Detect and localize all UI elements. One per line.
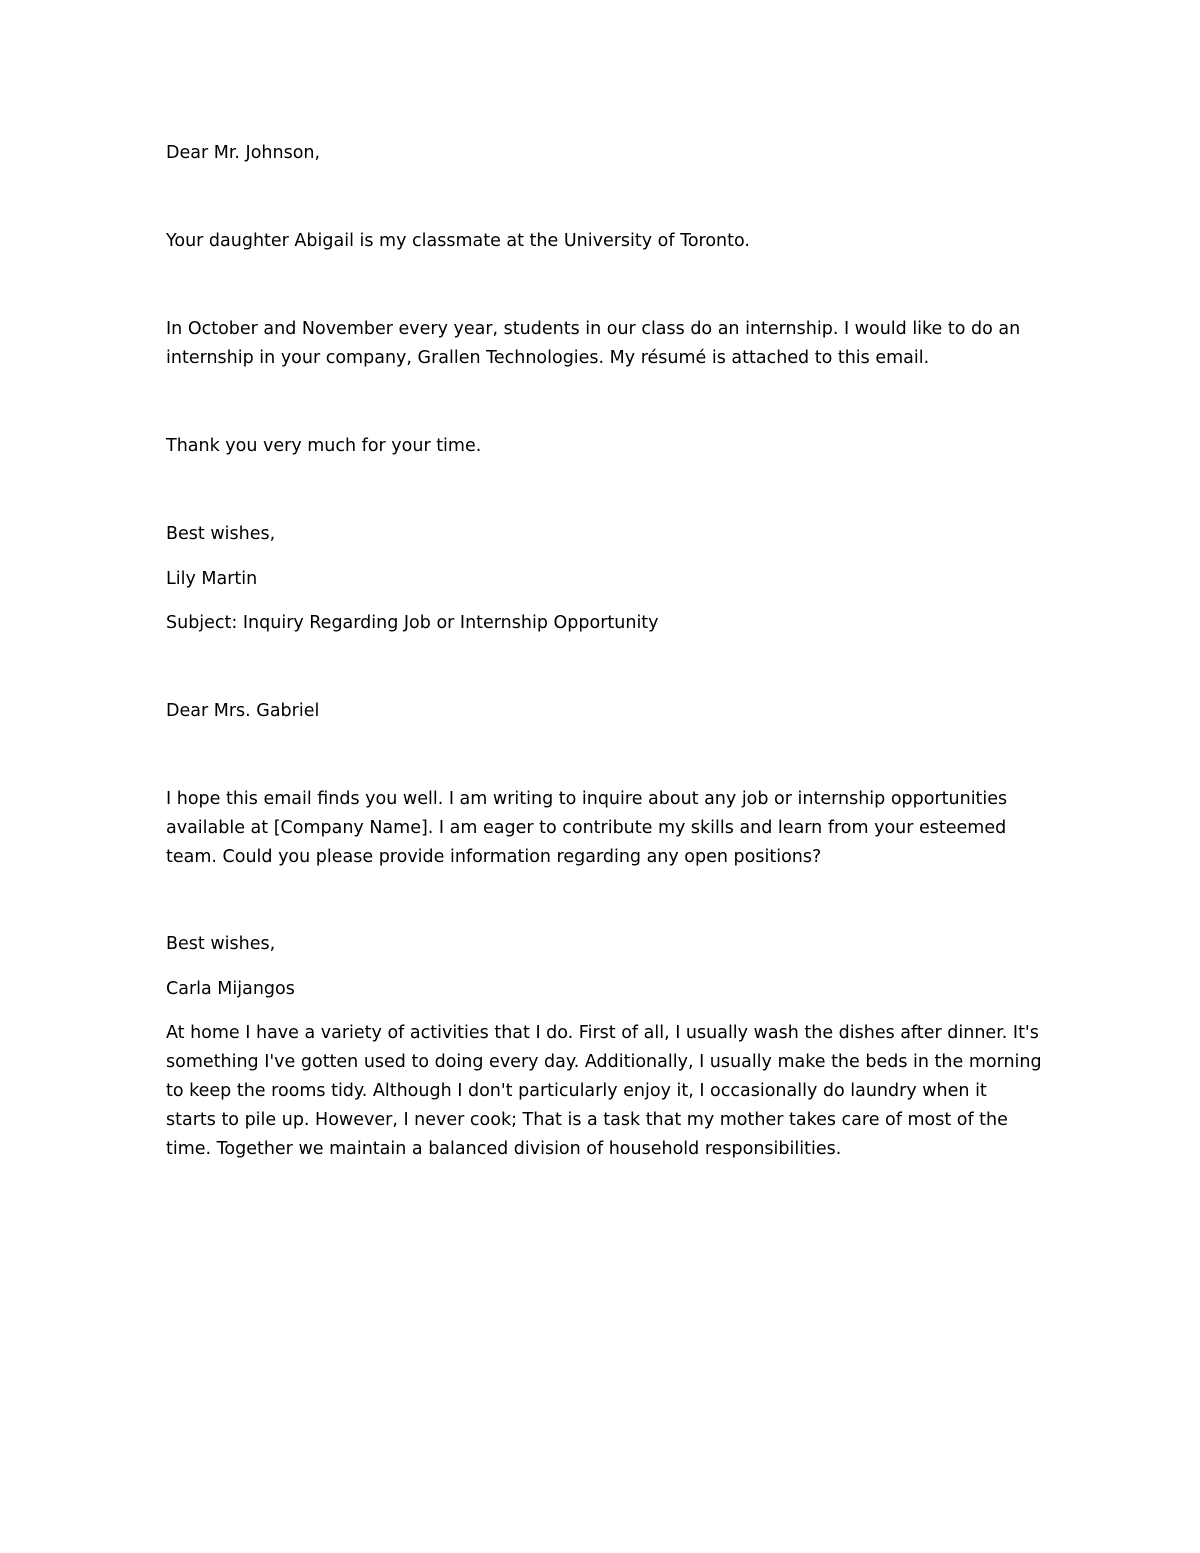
letter2-body-line: team. Could you please provide information regarding any open positions? bbox=[166, 847, 822, 867]
letter1-intro: Your daughter Abigail is my classmate at the University of Toronto. bbox=[166, 231, 750, 251]
letter2-signature: Carla Mijangos bbox=[166, 979, 295, 999]
essay-line: something I've gotten used to doing every day. Additionally, I usually make the beds in the morning bbox=[166, 1052, 1042, 1072]
essay-paragraph bbox=[166, 1019, 1046, 1164]
essay-line: to keep the rooms tidy. Although I don't particularly enjoy it, I occasionally do laundry when it bbox=[166, 1081, 987, 1101]
essay-line: time. Together we maintain a balanced division of household responsibilities. bbox=[166, 1139, 842, 1159]
letter2-subject: Subject: Inquiry Regarding Job or Internship Opportunity bbox=[166, 613, 659, 633]
letter2-closing: Best wishes, bbox=[166, 934, 276, 954]
essay-line: starts to pile up. However, I never cook; That is a task that my mother takes care of most of the bbox=[166, 1110, 1008, 1130]
letter1-salutation: Dear Mr. Johnson, bbox=[166, 143, 321, 163]
letter1-thanks: Thank you very much for your time. bbox=[166, 436, 482, 456]
letter1-signature: Lily Martin bbox=[166, 569, 258, 589]
letter2-body-line: available at [Company Name]. I am eager to contribute my skills and learn from your esteemed bbox=[166, 818, 1007, 838]
letter2-body-paragraph bbox=[166, 785, 1046, 872]
letter1-body-paragraph bbox=[166, 315, 1046, 373]
letter1-closing: Best wishes, bbox=[166, 524, 276, 544]
letter2-body-line: I hope this email finds you well. I am writing to inquire about any job or internship opportunities bbox=[166, 789, 1008, 809]
letter1-body-line: internship in your company, Grallen Technologies. My résumé is attached to this email. bbox=[166, 348, 930, 368]
letter2-salutation: Dear Mrs. Gabriel bbox=[166, 701, 320, 721]
letter1-body-line: In October and November every year, students in our class do an internship. I would like to do an bbox=[166, 319, 1021, 339]
essay-line: At home I have a variety of activities that I do. First of all, I usually wash the dishes after dinner. It's bbox=[166, 1023, 1039, 1043]
